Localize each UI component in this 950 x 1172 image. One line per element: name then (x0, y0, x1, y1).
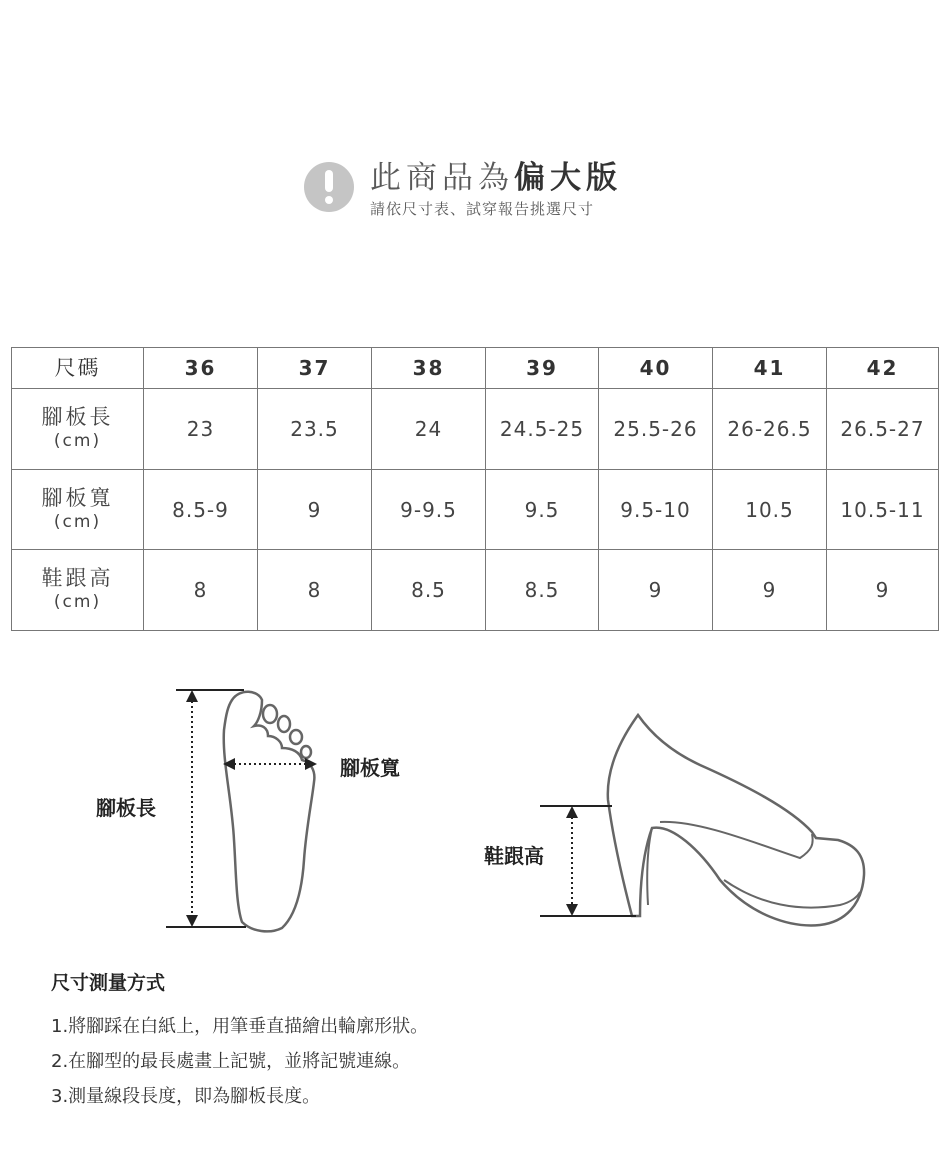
table-cell: 8 (258, 550, 372, 631)
table-cell: 9.5 (486, 469, 599, 550)
table-cell: 8.5 (372, 550, 486, 631)
row-label: 鞋跟高 (cm) (12, 550, 144, 631)
table-cell: 9-9.5 (372, 469, 486, 550)
size-header-cell: 42 (827, 348, 939, 389)
table-row-foot-length (12, 389, 939, 470)
heel-height-label: 鞋跟高 (484, 844, 544, 868)
table-cell: 24.5-25 (486, 389, 599, 470)
size-header-cell: 39 (486, 348, 599, 389)
notice-banner (304, 150, 664, 230)
table-cell: 8.5-9 (144, 469, 258, 550)
method-step: 3.測量線段長度，即為腳板長度。 (51, 1086, 321, 1107)
foot-outline-icon (224, 692, 315, 932)
foot-width-label: 腳板寬 (340, 756, 400, 780)
table-cell: 9 (827, 550, 939, 631)
measurement-method (51, 968, 931, 1114)
size-header-cell: 40 (599, 348, 713, 389)
table-cell: 8 (144, 550, 258, 631)
table-row-heel-height (12, 550, 939, 631)
table-cell: 23 (144, 389, 258, 470)
method-step: 1.將腳踩在白紙上，用筆垂直描繪出輪廓形狀。 (51, 1016, 429, 1037)
size-header-cell: 41 (713, 348, 827, 389)
method-step: 2.在腳型的最長處畫上記號，並將記號連線。 (51, 1051, 411, 1072)
notice-subtitle: 請依尺寸表、試穿報告挑選尺寸 (370, 200, 595, 218)
table-cell: 24 (372, 389, 486, 470)
table-cell: 23.5 (258, 389, 372, 470)
exclamation-icon (304, 162, 354, 212)
high-heel-shoe-icon (608, 715, 864, 925)
table-cell: 9.5-10 (599, 469, 713, 550)
foot-length-label: 腳板長 (96, 796, 156, 820)
table-cell: 26.5-27 (827, 389, 939, 470)
table-cell: 26-26.5 (713, 389, 827, 470)
method-title: 尺寸測量方式 (51, 972, 166, 994)
table-cell: 9 (258, 469, 372, 550)
table-cell: 8.5 (486, 550, 599, 631)
size-header-cell: 36 (144, 348, 258, 389)
row-label: 腳板寬 (cm) (12, 469, 144, 550)
table-cell: 9 (713, 550, 827, 631)
table-header-row (12, 348, 939, 389)
size-table (11, 347, 939, 631)
row-label: 腳板長 (cm) (12, 389, 144, 470)
table-cell: 9 (599, 550, 713, 631)
size-header-cell: 38 (372, 348, 486, 389)
table-cell: 25.5-26 (599, 389, 713, 470)
table-cell: 10.5-11 (827, 469, 939, 550)
size-header-label: 尺碼 (12, 348, 144, 389)
notice-title: 此商品為偏大版 (370, 160, 622, 196)
size-header-cell: 37 (258, 348, 372, 389)
table-cell: 10.5 (713, 469, 827, 550)
table-row-foot-width (12, 469, 939, 550)
